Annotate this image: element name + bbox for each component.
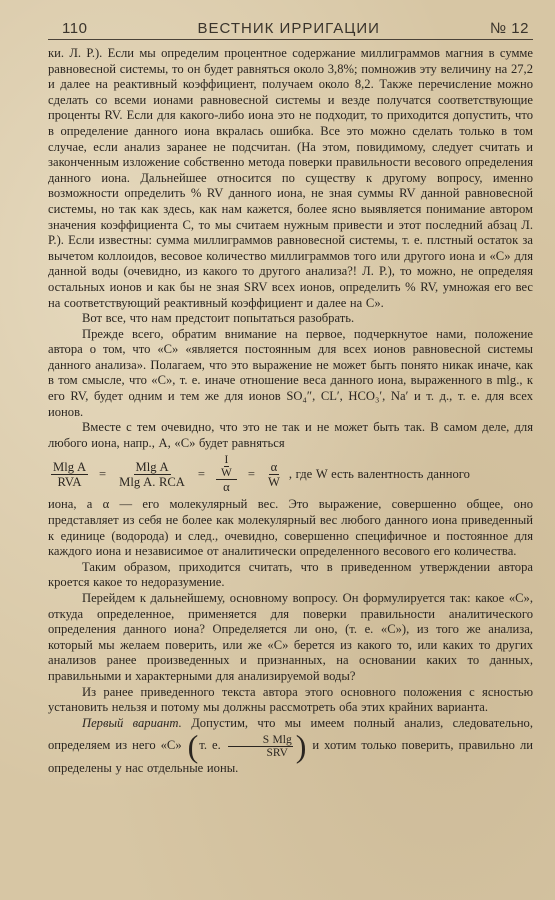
formula-fraction-1: $\frac{\text{Mlg A}}{\text{RVA}}$ [53,459,87,489]
variant-text-1: Допустим, что мы имеем полный анализ, следовательно, определяем из него «С» [48,715,534,753]
article-body [48,46,533,777]
issue-number: № 12 [490,20,529,37]
running-head [48,20,533,40]
variant-paren-prefix: т. е. [199,738,221,753]
page-number: 110 [62,20,88,37]
formula: $\frac{\text{Mlg A}}{\text{RVA}}$ = $\frac{\text{Mlg A}}{\text{Mlg A. RCA}}$ = $\frac{\frac{I}{W}}{\alpha}$ = $\frac{\alpha}{W}$ , где W есть валентность данного [53,454,470,495]
paragraph-8: Из ранее приведенного текста автора этого основного положения с ясностью установить нельзя и потому мы должны рассмотреть оба этих крайних варианта. [48,684,533,715]
variant-fraction: $\frac{\text{S Mlg}}{\text{SRV}}$ [228,734,293,759]
formula-tail: , где W есть валентность данного [288,466,470,481]
journal-title: ВЕСТНИК ИРРИГАЦИИ [197,20,380,37]
formula-fraction-3: $\frac{\frac{I}{W}}{\alpha}$ [216,454,237,494]
paragraph-5: иона, а α — его молекулярный вес. Это выражение, совершенно общее, оно представляет из себя не более как молекулярный вес любого данного иона приведенный к единице (водорода) и след., очевидно, совершенно специфичное и постоянное для каждого иона и независимое от аналитически определенного весового его количества. [48,497,533,559]
paragraph-2: Вот все, что нам предстоит попытаться разобрать. [82,311,355,326]
variant-text-2: и хотим только поверить, правильно ли определены у нас отдельные ионы. [48,738,533,776]
paragraph-1: ки. Л. Р.). Если мы определим процентное содержание миллиграммов магния в сумме равновесной системы, то он будет равняться около 3,8%; помножив эту величину на 27,2 и далее на реактивный коэффициент, получаем около 8,2. Также перечисление можно сделать со всеми ионами равновесной системы и везде получатся соответствующие проценты RV. Если для какого-либо иона это не подходит, то приходится допустить, что в определение данного иона вкралась ошибка. Все это можно сделать только в том случае, если анализ заранее не подсчитан. (На этом, повидимому, следует считать и законченным изложение собственно метода поверки правильности весового определения данного иона. Дальнейшее относится по существу к другому вопросу, именно возможности определить % RV данного иона, не зная суммы RV данной равновесной системы, но так как здесь, как нам кажется, более ясно выявляется понимание автором значения коэффициента С, то мы считаем нужным привести и этот последний абзац Л. Р.). Если известны: сумма миллиграммов равновесной системы, т. е. плстный остаток за вычетом коллоидов, весовое количество миллиграммов того или другого иона и «С» для данной воды (очевидно, из какого то другого анализа?! Л. Р.), то можно, не определяя остальных ионов и как бы не зная SRV всех ионов, определить % RV, умножая его вес на соответствующий реактивный коэффициент и далее на С». [48,46,533,310]
variant-label: Первый вариант. [82,715,182,730]
formula-fraction-2: $\frac{\text{Mlg A}}{\text{Mlg A. RCA}}$ [119,459,185,489]
paragraph-7: Перейдем к дальнейшему, основному вопросу. Он формулируется так: какое «С», откуда определенное, применяется для поверки правильности аналитического определения данного иона? Определяется ли оно, (т. е. «С»), из того же анализа, который мы желаем поверить, или же «С» берется из какого то, или каких то других анализов ранее произведенных и признанных, на основании каких то данных, правильными и характерными для анализируемой воды? [48,591,533,683]
formula-fraction-4: $\frac{\alpha}{W}$ [267,459,280,489]
paragraph-9: Первый вариант. Допустим, что мы имеем полный анализ, следовательно, определяем из него «С» (т. е. $\frac{\text{S Mlg}}{\text{SRV}}$ ) и хотим только поверить, правильно ли определены у нас отдельные ионы. [48,715,534,776]
paragraph-3: Прежде всего, обратим внимание на первое, подчеркнутое нами, положение автора о том, что «С» «является постоянным для всех ионов равновесной системы данного анализа». Полагаем, что это выражение не может быть понято никак иначе, как в том смысле, что «С», т. е. иначе отношение веса данного иона, выраженного в mlg., к его RV, будет одним и тем же для ионов SO₄″, CL′, HCO₃′, Na′ и т. д., т. е. для всех ионов. [48,326,533,419]
paragraph-6: Таким образом, приходится считать, что в приведенном утверждении автора кроется какое то недоразумение. [48,559,533,590]
paragraph-4: Вместе с тем очевидно, что это не так и не может быть так. В самом деле, для любого иона, напр., А, «С» будет равняться [48,420,533,450]
